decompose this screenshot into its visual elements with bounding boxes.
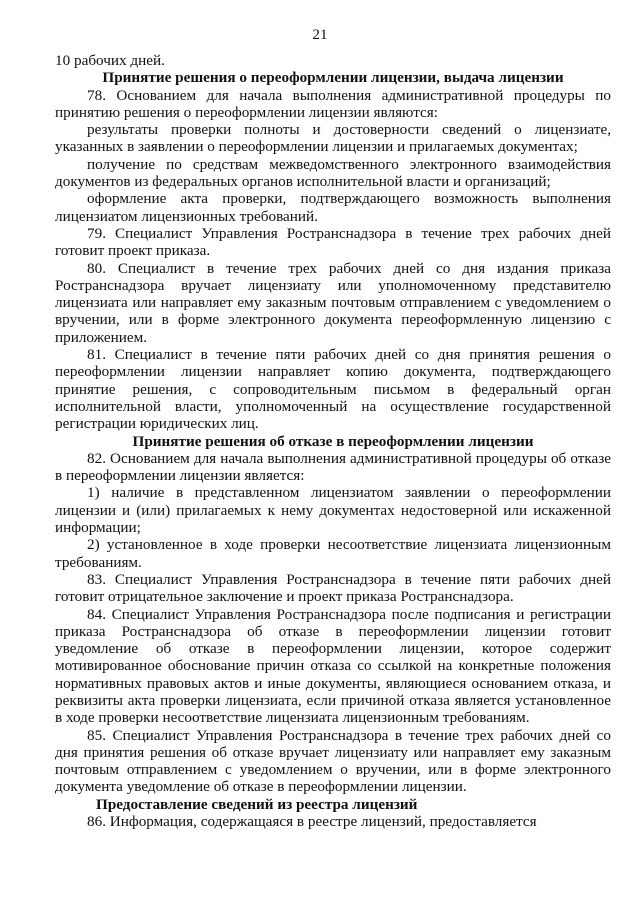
paragraph: 82. Основанием для начала выполнения административной процедуры об отказе в переоформлении лицензии является:	[55, 449, 611, 485]
document-body	[55, 52, 611, 830]
paragraph: получение по средствам межведомственного электронного взаимодействия документов из федеральных органов исполнительной власти и организаций;	[55, 155, 611, 191]
paragraph: 79. Специалист Управления Ространснадзора в течение трех рабочих дней готовит проект приказа.	[55, 224, 611, 260]
page-number: 21	[312, 26, 328, 43]
paragraph: 10 рабочих дней.	[55, 52, 165, 69]
paragraph: 84. Специалист Управления Ространснадзора после подписания и регистрации приказа Ространснадзора об отказе в переоформлении лицензии готовит уведомление об отказе в переоформлении лицензии, которое содержит мотивированное обоснование причин отказа со ссылкой на конкретные положения нормативных правовых актов и иные документы, являющиеся основанием отказа, и реквизиты акта проверки лицензиата, если причиной отказа является установленное в ходе проверки несоответствие лицензиата лицензионным требованиям.	[55, 605, 611, 727]
section-heading: Принятие решения о переоформлении лицензии, выдача лицензии	[102, 69, 564, 87]
paragraph: 83. Специалист Управления Ространснадзора в течение пяти рабочих дней готовит отрицательное заключение и проект приказа Ространснадзора.	[55, 570, 611, 606]
section-heading: Предоставление сведений из реестра лицензий	[96, 795, 418, 813]
paragraph: 81. Специалист в течение пяти рабочих дней со дня принятия решения о переоформлении лицензии направляет копию документа, подтверждающего принятие решения, с сопроводительным письмом в федеральный орган исполнительной власти, уполномоченный на осуществление государственной регистрации юридических лиц.	[55, 346, 611, 433]
paragraph: 78. Основанием для начала выполнения административной процедуры по принятию решения о переоформлении лицензии являются:	[55, 86, 611, 121]
paragraph: результаты проверки полноты и достоверности сведений о лицензиате, указанных в заявлении о переоформлении лицензии и прилагаемых документах;	[55, 121, 611, 156]
paragraph: 2) установленное в ходе проверки несоответствие лицензиата лицензионным требованиям.	[55, 536, 611, 571]
paragraph: 1) наличие в представленном лицензиатом заявлении о переоформлении лицензии и (или) прилагаемых к нему документах недостоверной или искаженной информации;	[55, 484, 611, 537]
paragraph: 85. Специалист Управления Ространснадзора в течение трех рабочих дней со дня принятия решения об отказе вручает лицензиату или направляет ему заказным почтовым отправлением с уведомлением о вручении, или в форме электронного документа уведомление об отказе в переоформлении лицензии.	[55, 726, 611, 796]
section-heading: Принятие решения об отказе в переоформлении лицензии	[132, 432, 534, 450]
paragraph: 80. Специалист в течение трех рабочих дней со дня издания приказа Ространснадзора вручает лицензиату или уполномоченному представителю лицензиата или направляет ему заказным почтовым отправлением с уведомлением о вручении, или в форме электронного документа переоформленную лицензию с приложением.	[55, 259, 611, 346]
paragraph: 86. Информация, содержащаяся в реестре лицензий, предоставляется	[87, 813, 537, 831]
paragraph: оформление акта проверки, подтверждающего возможность выполнения лицензиатом лицензионных требований.	[55, 190, 611, 225]
